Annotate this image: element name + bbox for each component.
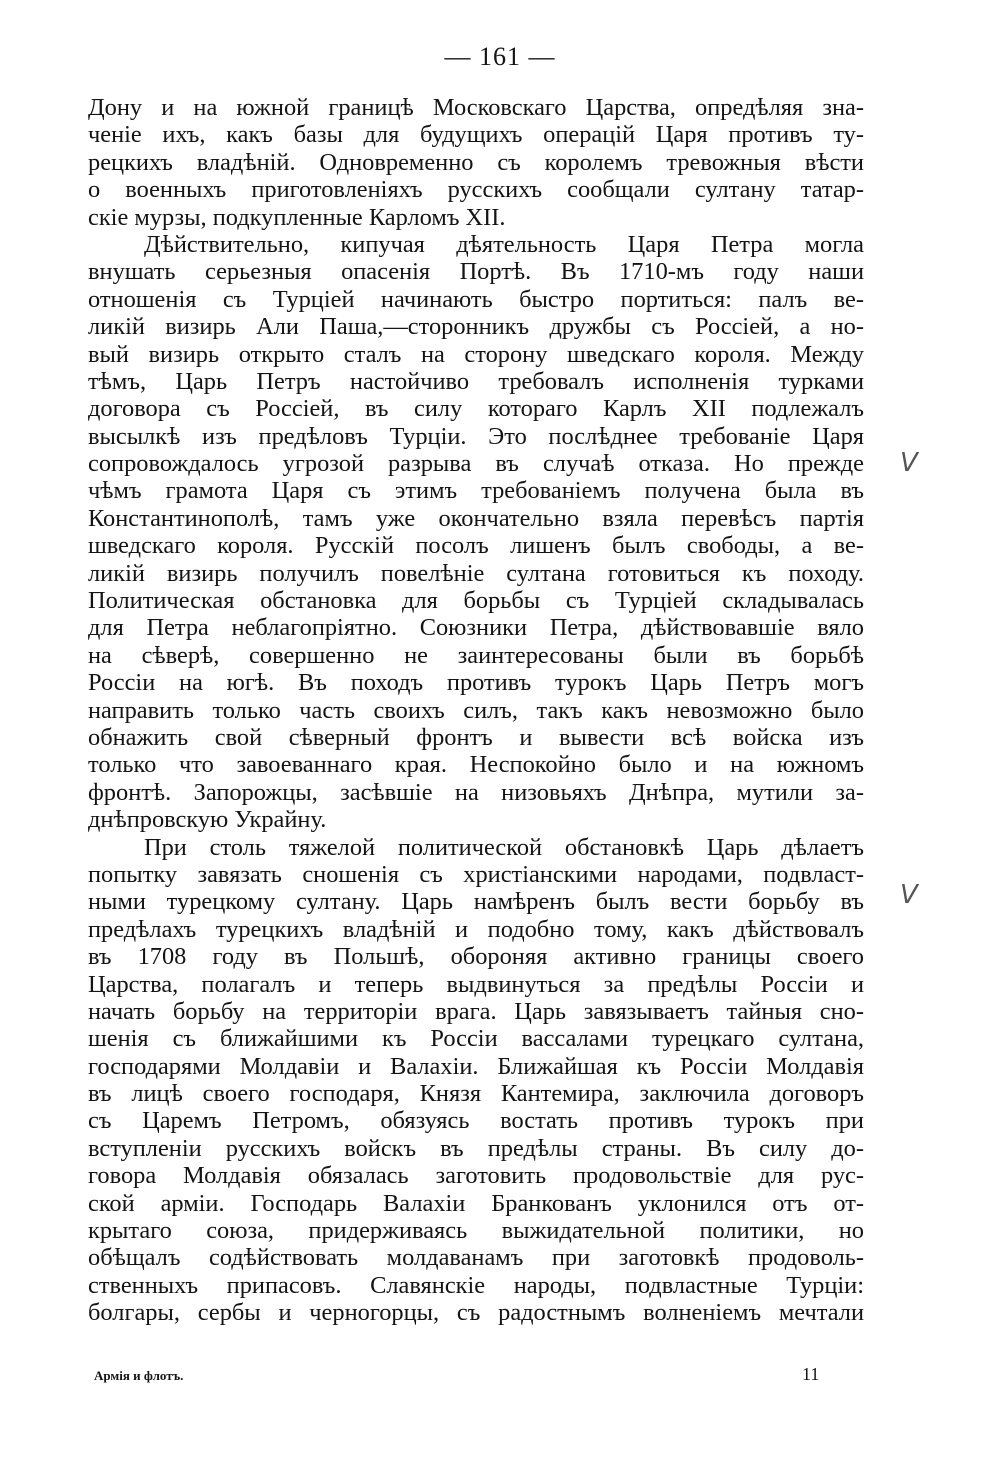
text-line: крытаго союза, придерживаясь выжидательной политики, но: [88, 1217, 864, 1245]
text-line: Дону и на южной границѣ Московскаго Царства, опредѣляя зна-: [88, 94, 864, 121]
text-line: господарями Молдавіи и Валахіи. Ближайшая къ Россіи Молдавія: [88, 1052, 864, 1080]
text-line: для Петра неблагопріятно. Союзники Петра, дѣйствовавшіе вяло: [88, 614, 864, 642]
text-line: обнажить свой сѣверный фронтъ и вывести всѣ войска изъ: [88, 723, 864, 751]
text-line: ными турецкому султану. Царь намѣренъ былъ вести борьбу въ: [88, 888, 864, 916]
text-line: о военныхъ приготовленіяхъ русскихъ сообщали султану татар-: [88, 176, 864, 204]
text-line: Царства, полагалъ и теперь выдвинуться за предѣлы Россіи и: [88, 970, 864, 998]
text-line: вступленіи русскихъ войскъ въ предѣлы страны. Въ силу до-: [88, 1134, 864, 1162]
text-line: Константинополѣ, тамъ уже окончательно взяла перевѣсъ партія: [88, 504, 864, 532]
text-line: на сѣверѣ, совершенно не заинтересованы были въ борьбѣ: [88, 641, 864, 669]
footer-sheet-number: 11: [802, 1364, 820, 1384]
text-line: фронтѣ. Запорожцы, засѣвшіе на низовьяхъ Днѣпра, мутили за-: [88, 778, 864, 806]
text-line: вый визирь открыто сталъ на сторону шведскаго короля. Между: [88, 340, 864, 368]
margin-check-mark: V: [900, 880, 918, 910]
text-line: сопровождалось угрозой разрыва въ случаѣ отказа. Но прежде: [88, 450, 864, 478]
text-line: шведскаго короля. Русскій посолъ лишенъ былъ свободы, а ве-: [88, 532, 864, 560]
text-line: съ Царемъ Петромъ, обязуясь востать противъ турокъ при: [88, 1107, 864, 1135]
footer-signature: Армія и флотъ.: [94, 1368, 184, 1383]
page-footer: [88, 1364, 864, 1388]
text-line: въ 1708 году въ Польшѣ, обороняя активно границы своего: [88, 943, 864, 971]
text-line: попытку завязать сношенія съ христіанскими народами, подвласт-: [88, 860, 864, 888]
text-line: ственныхъ припасовъ. Славянскіе народы, подвластные Турціи:: [88, 1271, 864, 1299]
text-line: болгары, сербы и черногорцы, съ радостнымъ волненіемъ мечтали: [88, 1299, 864, 1327]
text-line: направить только часть своихъ силъ, такъ какъ невозможно было: [88, 696, 864, 724]
text-line: рецкихъ владѣній. Одновременно съ королемъ тревожныя вѣсти: [88, 148, 864, 176]
margin-check-mark: V: [900, 448, 918, 478]
text-line: въ лицѣ своего господаря, Князя Кантемира, заключила договоръ: [88, 1080, 864, 1108]
text-line: Дѣйствительно, кипучая дѣятельность Царя Петра могла: [144, 230, 864, 258]
text-line: Россіи на югѣ. Въ походъ противъ турокъ Царь Петръ могъ: [88, 669, 864, 697]
text-line: тѣмъ, Царь Петръ настойчиво требовалъ исполненія турками: [88, 367, 864, 395]
text-line: чѣмъ грамота Царя съ этимъ требованіемъ получена была въ: [88, 477, 864, 505]
text-line: Политическая обстановка для борьбы съ Турціей складывалась: [88, 587, 864, 615]
text-line: ской арміи. Господарь Валахіи Бранкованъ уклонился отъ от-: [88, 1189, 864, 1217]
text-line: обѣщалъ содѣйствовать молдаванамъ при заготовкѣ продоволь-: [88, 1244, 864, 1272]
text-line: договора съ Россіей, въ силу котораго Карлъ XII подлежалъ: [88, 395, 864, 423]
text-line: ченіе ихъ, какъ базы для будущихъ операцій Царя противъ ту-: [88, 121, 864, 149]
text-line: отношенія съ Турціей начинають быстро портиться: палъ ве-: [88, 285, 864, 313]
body-text: [88, 94, 864, 1327]
text-line: ликій визирь получилъ повелѣніе султана готовиться къ походу.: [88, 559, 864, 587]
text-line: ликій визирь Али Паша,—сторонникъ дружбы съ Россіей, а но-: [88, 313, 864, 341]
text-line: внушать серьезныя опасенія Портѣ. Въ 1710-мъ году наши: [88, 258, 864, 286]
text-line: начать борьбу на территоріи врага. Царь завязываетъ тайныя сно-: [88, 997, 864, 1025]
text-line: высылкѣ изъ предѣловъ Турціи. Это послѣднее требованіе Царя: [88, 422, 864, 450]
text-line: днѣпровскую Украйну.: [88, 806, 327, 834]
page-number: — 161 —: [444, 42, 556, 71]
text-line: скіе мурзы, подкупленные Карломъ XII.: [88, 203, 506, 231]
text-line: шенія съ ближайшими къ Россіи вассалами турецкаго султана,: [88, 1025, 864, 1053]
text-line: говора Молдавія обязалась заготовить продовольствіе для рус-: [88, 1162, 864, 1190]
text-line: только что завоеваннаго края. Неспокойно было и на южномъ: [88, 751, 864, 779]
text-line: предѣлахъ турецкихъ владѣній и подобно тому, какъ дѣйствовалъ: [88, 915, 864, 943]
text-line: При столь тяжелой политической обстановкѣ Царь дѣлаетъ: [144, 833, 864, 861]
